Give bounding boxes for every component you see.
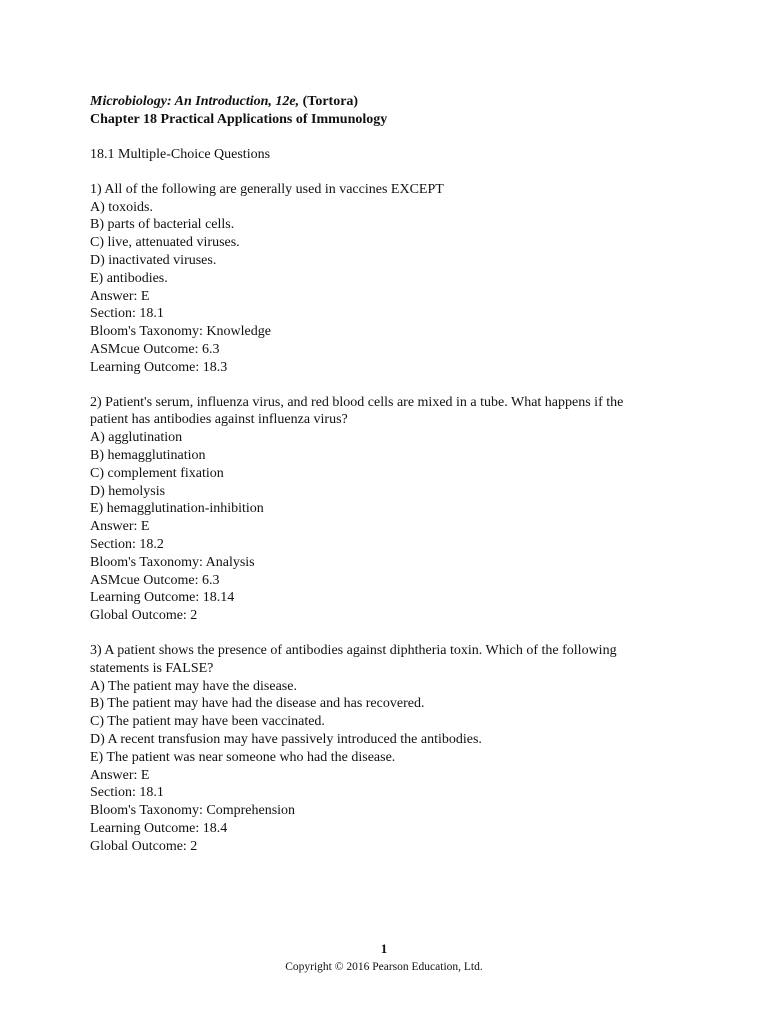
bloom-taxonomy: Bloom's Taxonomy: Knowledge	[90, 324, 271, 340]
book-author: (Tortora)	[302, 94, 359, 109]
question-stem-line-1: 2) Patient's serum, influenza virus, and red blood cells are mixed in a tube. What happens if the	[90, 394, 624, 410]
page-content	[90, 93, 690, 855]
option-c: C) live, attenuated viruses.	[90, 235, 240, 251]
copyright-notice: Copyright © 2016 Pearson Education, Ltd.	[285, 961, 483, 973]
option-e: E) The patient was near someone who had the disease.	[90, 749, 396, 765]
section-ref: Section: 18.1	[90, 785, 164, 801]
option-e: E) antibodies.	[90, 270, 168, 286]
option-d: D) hemolysis	[90, 483, 166, 499]
asm-outcome: ASMcue Outcome: 6.3	[90, 341, 220, 357]
question-stem: 1) All of the following are generally used in vaccines EXCEPT	[90, 181, 444, 197]
option-d: D) A recent transfusion may have passively introduced the antibodies.	[90, 731, 482, 747]
question-1	[90, 181, 690, 377]
bloom-taxonomy: Bloom's Taxonomy: Analysis	[90, 554, 255, 570]
question-stem-line-1: 3) A patient shows the presence of antibodies against diphtheria toxin. Which of the following	[90, 642, 617, 658]
answer: Answer: E	[90, 767, 150, 783]
answer: Answer: E	[90, 519, 150, 535]
bloom-taxonomy: Bloom's Taxonomy: Comprehension	[90, 803, 296, 819]
option-b: B) parts of bacterial cells.	[90, 217, 235, 233]
question-3	[90, 642, 690, 856]
page-number: 1	[380, 941, 388, 956]
option-d: D) inactivated viruses.	[90, 252, 217, 268]
chapter-title: Chapter 18 Practical Applications of Immunology	[90, 112, 388, 127]
section-ref: Section: 18.1	[90, 306, 164, 322]
section-ref: Section: 18.2	[90, 536, 164, 552]
global-outcome: Global Outcome: 2	[90, 838, 198, 854]
question-stem-line-2: patient has antibodies against influenza virus?	[90, 412, 348, 428]
option-e: E) hemagglutination-inhibition	[90, 501, 264, 517]
answer: Answer: E	[90, 288, 150, 304]
question-2	[90, 394, 690, 625]
learning-outcome: Learning Outcome: 18.14	[90, 590, 235, 606]
question-stem-line-2: statements is FALSE?	[90, 660, 214, 676]
asm-outcome: ASMcue Outcome: 6.3	[90, 572, 220, 588]
option-b: B) hemagglutination	[90, 447, 206, 463]
option-a: A) agglutination	[90, 430, 183, 446]
option-c: C) The patient may have been vaccinated.	[90, 714, 325, 730]
learning-outcome: Learning Outcome: 18.3	[90, 359, 228, 375]
global-outcome: Global Outcome: 2	[90, 608, 198, 624]
option-c: C) complement fixation	[90, 465, 224, 481]
book-title-line	[90, 93, 690, 111]
option-a: A) The patient may have the disease.	[90, 678, 297, 694]
learning-outcome: Learning Outcome: 18.4	[90, 820, 228, 836]
option-b: B) The patient may have had the disease and has recovered.	[90, 696, 425, 712]
book-title: Microbiology: An Introduction, 12e,	[90, 94, 300, 109]
section-heading: 18.1 Multiple-Choice Questions	[90, 147, 271, 162]
option-a: A) toxoids.	[90, 199, 153, 215]
